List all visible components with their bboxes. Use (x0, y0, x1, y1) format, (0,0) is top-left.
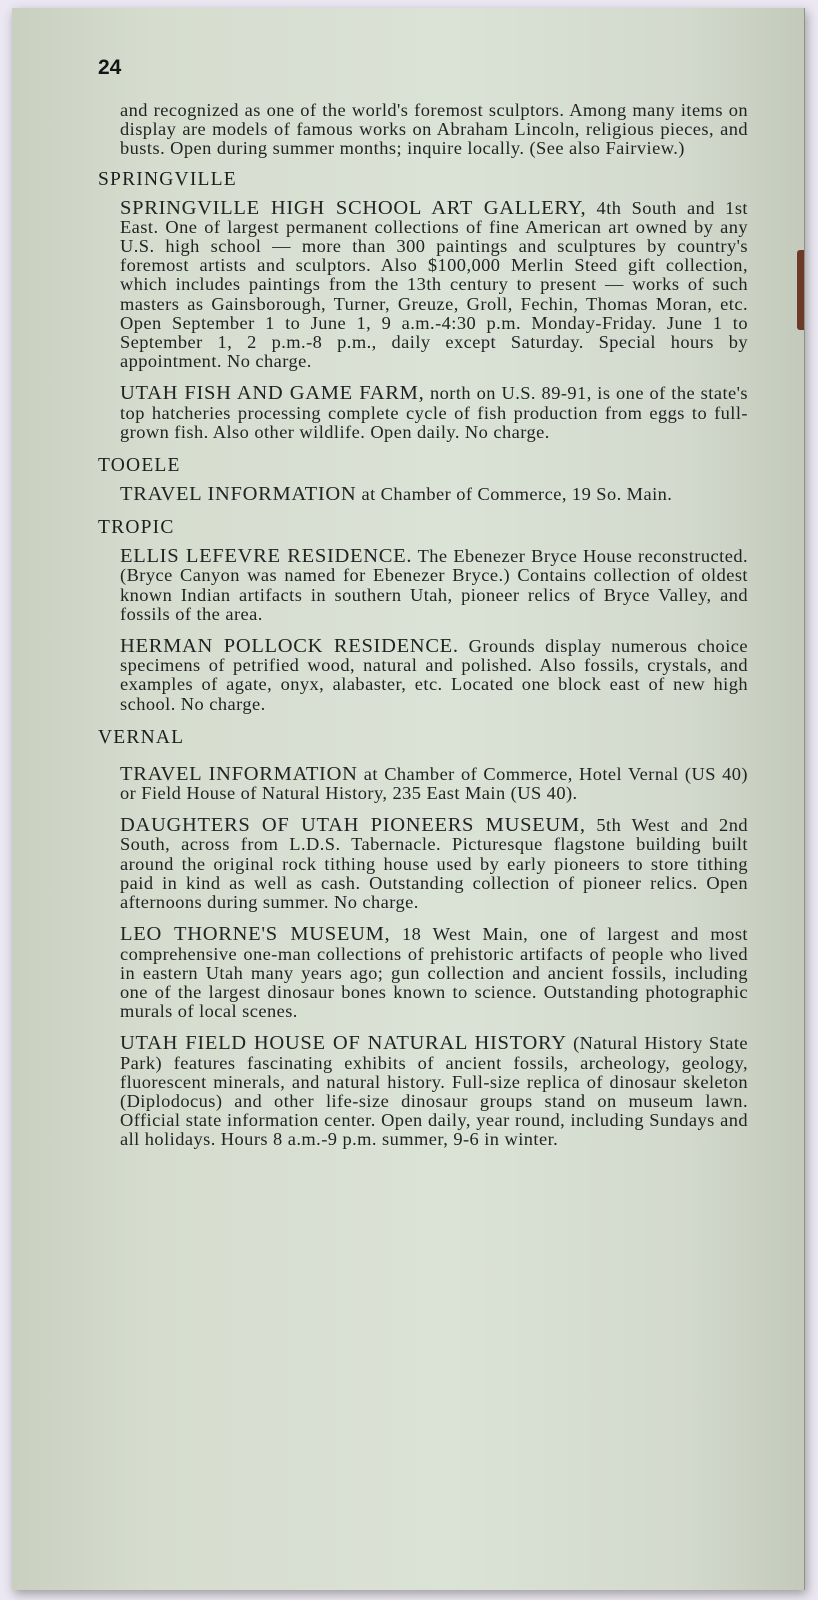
entry-title: TRAVEL INFORMATION (120, 483, 357, 506)
entry-text: 5th West and 2nd South, across from L.D.S. Tabernacle. Picturesque flagstone building built around the original rock tithing house used by early pioneers to store tithing paid in kind as well as cash. Outstanding collection of pioneer relics. Open afternoons during summer. No charge. (120, 815, 748, 913)
town-heading-tropic: TROPIC (98, 517, 175, 539)
page-number: 24 (98, 56, 122, 79)
entry-title: ELLIS LEFEVRE RESIDENCE. (120, 545, 413, 568)
entry-leo-thornes-museum (120, 925, 748, 1021)
town-heading-vernal: VERNAL (98, 726, 185, 748)
entry-title: DAUGHTERS OF UTAH PIONEERS MUSEUM, (120, 814, 586, 837)
entry-text: The Ebenezer Bryce House reconstructed. (Bryce Canyon was named for Ebenezer Bryce.) Contains collection of oldest known Indian artifacts in southern Utah, pioneer relics of Bryce Valley, and fossils of the area. (120, 546, 749, 624)
entry-text: 4th South and 1st East. One of largest permanent collections of fine American art owned by any U.S. high school — more than 300 paintings and sculptures by country's foremost artists and sculptors. Also $100,000 Merlin Steed gift collection, which includes paintings from the 13th century to present — works of such masters as Gainsborough, Turner, Greuze, Groll, Fechin, Thomas Moran, etc. Open September 1 to June 1, 9 a.m.-4:30 p.m. Monday-Friday. June 1 to September 1, 2 p.m.-8 p.m., daily except Saturday. Special hours by appointment. No charge. (120, 197, 748, 372)
entry-text: 18 West Main, one of largest and most comprehensive one-man collections of prehistoric artifacts of people who lived in eastern Utah many years ago; gun collection and ancient fossils, including one of the largest dinosaur bones known to science. Outstanding photographic murals of local scenes. (120, 924, 748, 1022)
page-content (98, 101, 748, 1163)
brochure-page (12, 8, 805, 1590)
entry-title: TRAVEL INFORMATION (120, 762, 358, 785)
entry-vernal-travel-info (120, 762, 748, 804)
intro-paragraph: and recognized as one of the world's foremost sculptors. Among many items on display are models of famous works on Abraham Lincoln, religious pieces, and busts. Open during summer months; inquire locally. (See also Fairview.) (120, 100, 748, 159)
entry-daughters-utah-pioneers-museum (120, 816, 748, 912)
entry-title: HERMAN POLLOCK RESIDENCE. (120, 635, 459, 658)
entry-fish-game-farm (120, 384, 748, 442)
town-heading-tooele: TOOELE (98, 455, 181, 477)
entry-text: north on U.S. 89-91, is one of the state's top hatcheries processing complete cycle of fish production from eggs to full-grown fish. Also other wildlife. Open daily. No charge. (120, 383, 748, 442)
entry-title: LEO THORNE'S MUSEUM, (120, 923, 391, 946)
entry-text: at Chamber of Commerce, 19 So. Main. (356, 484, 673, 505)
entry-text: Grounds display numerous choice specimens of petrified wood, natural and polished. Also fossils, crystals, and examples of agate, onyx, alabaster, etc. Located one block east of new high school. No charge. (120, 636, 748, 714)
entry-herman-pollock-residence (120, 637, 748, 714)
entry-utah-field-house (120, 1034, 748, 1149)
entry-springville-art-gallery (120, 196, 748, 372)
page-tab-marker (797, 250, 804, 330)
entry-text: (Natural History State Park) features fascinating exhibits of ancient fossils, archeology, geology, fluorescent minerals, and natural history. Full-size replica of dinosaur skeleton (Diplodocus) and other life-size dinosaur groups stand on museum lawn. Official state information center. Open daily, year round, including Sundays and all holidays. Hours 8 a.m.-9 p.m. summer, 9-6 in winter. (120, 1033, 749, 1150)
entry-tooele-travel-info (120, 485, 748, 504)
entry-title: UTAH FIELD HOUSE OF NATURAL HISTORY (120, 1032, 567, 1055)
entry-ellis-lefevre-residence (120, 547, 748, 624)
town-heading-springville: SPRINGVILLE (98, 168, 237, 190)
entry-title: SPRINGVILLE HIGH SCHOOL ART GALLERY, (120, 196, 587, 219)
entry-title: UTAH FISH AND GAME FARM, (120, 382, 425, 405)
entry-text: at Chamber of Commerce, Hotel Vernal (US 40) or Field House of Natural History, 235 East Main (US 40). (120, 763, 748, 804)
